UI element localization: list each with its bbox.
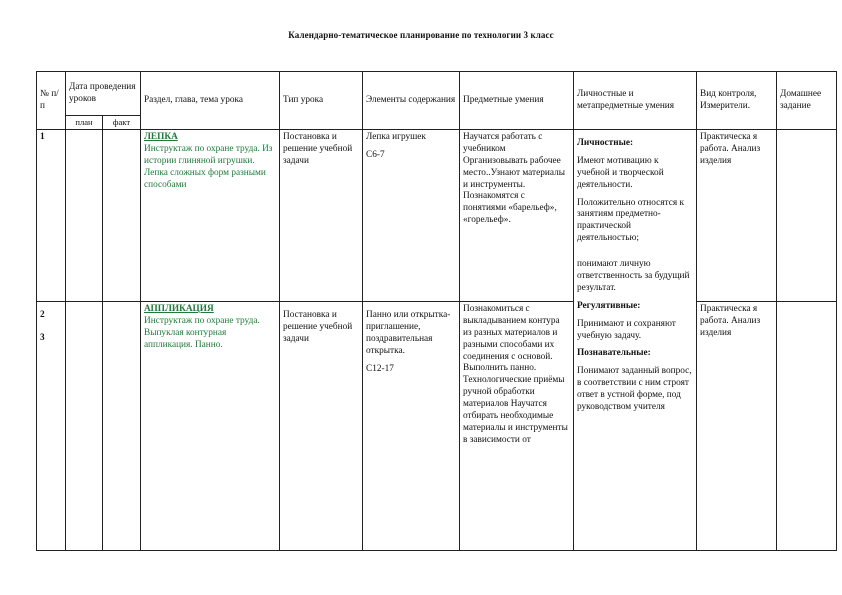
- row-fact-date: [103, 130, 141, 302]
- header-personal-skills: Личностные и метапредметные умения: [574, 72, 697, 130]
- row-plan-date: [66, 302, 103, 551]
- content-page: С12-17: [366, 363, 394, 374]
- header-plan: план: [66, 116, 103, 130]
- regulatory-label: Регулятивные:: [577, 300, 641, 311]
- content-text: Лепка игрушек: [366, 132, 426, 142]
- cognitive-label: Познавательные:: [577, 348, 651, 359]
- header-dates: Дата проведения уроков: [66, 72, 141, 116]
- header-lesson-type: Тип урока: [280, 72, 363, 130]
- header-homework: Домашнее задание: [777, 72, 837, 130]
- row-content: [363, 302, 460, 551]
- row-homework: [777, 130, 837, 302]
- header-content: Элементы содержания: [363, 72, 460, 130]
- cognitive-text: Понимают заданный вопрос, в соответствии с ним строят ответ в устной форме, под руководством учителя: [577, 366, 692, 413]
- section-title: ЛЕПКА: [144, 132, 178, 142]
- personal-text-2: Положительно относятся к занятиям предметно-практической деятельностью;: [577, 197, 684, 244]
- row-section: [141, 302, 280, 551]
- personal-label: Личностные:: [577, 138, 634, 148]
- row-fact-date: [103, 302, 141, 551]
- row-number: 2 3: [37, 302, 66, 551]
- row-number: 1: [37, 130, 66, 302]
- row-homework: [777, 302, 837, 551]
- page-title: Календарно-тематическое планирование по технологии 3 класс: [288, 30, 554, 40]
- row-lesson-type: Постановка и решение учебной задачи: [280, 302, 363, 551]
- table-row: [37, 302, 837, 551]
- header-control: Вид контроля, Измерители.: [697, 72, 777, 130]
- row-subject-skills: Познакомиться с выкладыванием контура из разных материалов и разными способами их соединения с основой. Выполнить панно. Технологические приёмы ручной обработки материалов Научатся отбирать необходимые материалы и инструменты в зависимости от: [460, 302, 574, 551]
- personal-text-3: понимают личную ответственность за будущий результат.: [577, 259, 690, 293]
- header-row: [37, 72, 837, 116]
- row-content: [363, 130, 460, 302]
- content-text: Панно или открытка-приглашение, поздравительная открытка.: [366, 310, 451, 356]
- header-num: № п/п: [37, 72, 66, 130]
- row-control: Практическа я работа. Анализ изделия: [697, 130, 777, 302]
- regulatory-text: Принимают и сохраняют учебную задачу.: [577, 318, 676, 341]
- personal-text-1: Имеют мотивацию к учебной и творческой деятельности.: [577, 155, 664, 190]
- row-section: [141, 130, 280, 302]
- header-subject-skills: Предметные умения: [460, 72, 574, 130]
- table-row: [37, 130, 837, 302]
- personal-skills-cell: [574, 130, 697, 551]
- section-text: Инструктаж по охране труда. Выпуклая контурная аппликация. Панно.: [144, 315, 260, 350]
- row-lesson-type: Постановка и решение учебной задачи: [280, 130, 363, 302]
- section-text: Инструктаж по охране труда. Из истории глиняной игрушки. Лепка сложных форм разными способами: [144, 143, 273, 190]
- row-subject-skills: Научатся работать с учебником Организовывать рабочее место..Узнают материалы и инструменты. Познакомятся с понятиями «барельеф», «горельеф».: [460, 130, 574, 302]
- planning-table: [36, 71, 837, 551]
- header-fact: факт: [103, 116, 141, 130]
- row-plan-date: [66, 130, 103, 302]
- section-title: АППЛИКАЦИЯ: [144, 304, 214, 314]
- header-section: Раздел, глава, тема урока: [141, 72, 280, 130]
- row-control: Практическа я работа. Анализ изделия: [697, 302, 777, 551]
- content-page: С6-7: [366, 149, 385, 160]
